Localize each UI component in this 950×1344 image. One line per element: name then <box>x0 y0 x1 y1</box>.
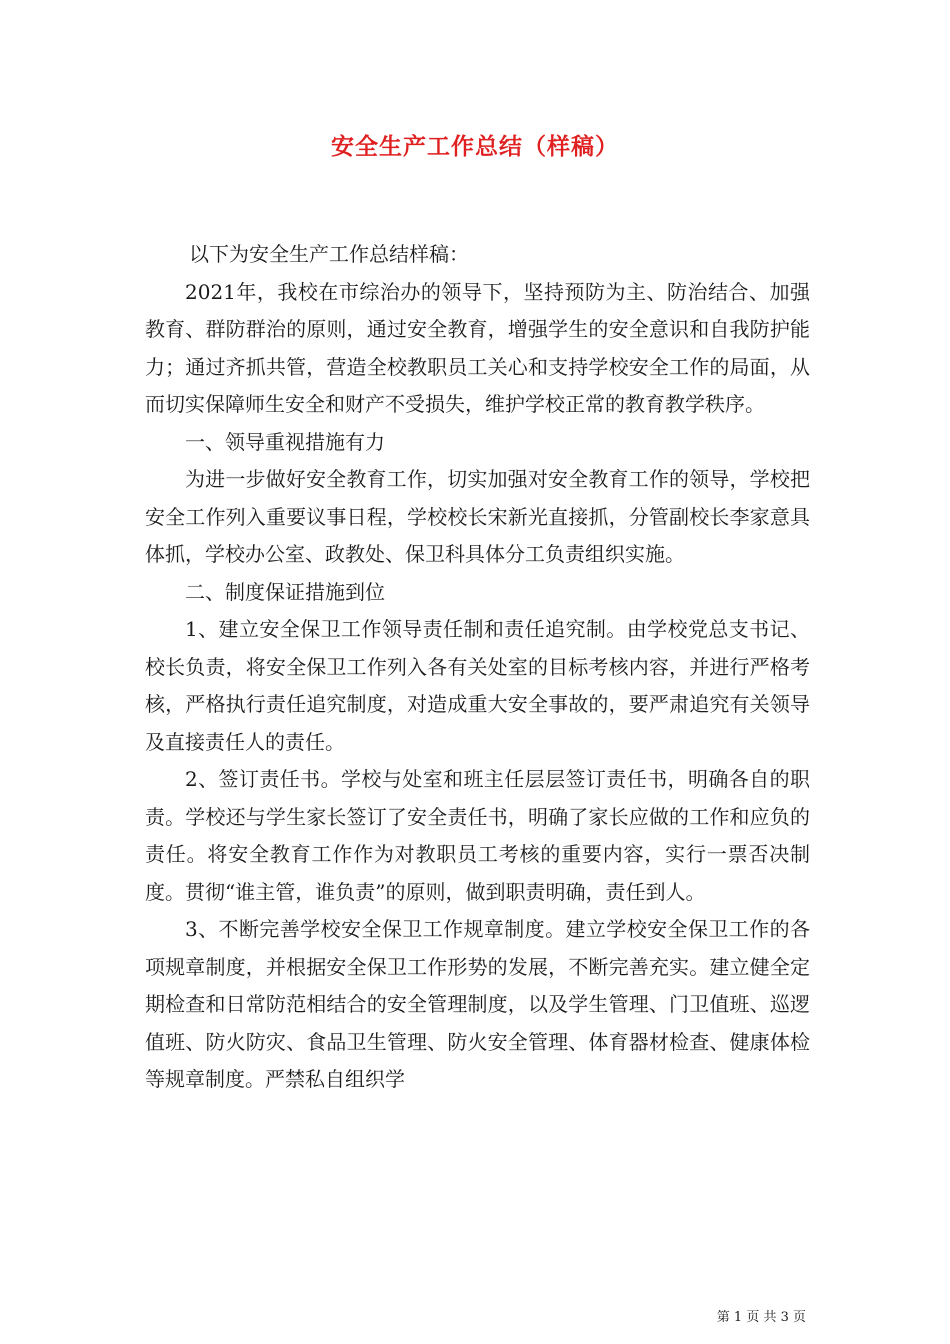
intro-paragraph: 以下为安全生产工作总结样稿： <box>189 242 469 266</box>
paragraph-item-3: 3、不断完善学校安全保卫工作规章制度。建立学校安全保卫工作的各项规章制度，并根据安全保卫工作形势的发展，不断完善充实。建立健全定期检查和日常防范相结合的安全管理制度，以及学生管理、门卫值班、巡逻值班、防火防灾、食品卫生管理、防火安全管理、体育器材检查、健康体检等规章制度。严禁私自组织学 <box>145 917 810 1091</box>
paragraph-item-1: 1、建立安全保卫工作领导责任制和责任追究制。由学校党总支书记、校长负责，将安全保卫工作列入各有关处室的目标考核内容，并进行严格考核，严格执行责任追究制度，对造成重大安全事故的，要严肃追究有关领导及直接责任人的责任。 <box>145 617 810 754</box>
section-heading-2: 二、制度保证措施到位 <box>185 579 385 604</box>
page-title: 安全生产工作总结（样稿） <box>331 133 619 160</box>
paragraph-item-2: 2、签订责任书。学校与处室和班主任层层签订责任书，明确各自的职责。学校还与学生家长签订了安全责任书，明确了家长应做的工作和应负的责任。将安全教育工作作为对教职员工考核的重要内容，实行一票否决制度。贯彻“谁主管，谁负责”的原则，做到职责明确，责任到人。 <box>145 767 810 904</box>
page-number: 第 1 页 共 3 页 <box>716 1310 806 1325</box>
paragraph-leadership: 为进一步做好安全教育工作，切实加强对安全教育工作的领导，学校把安全工作列入重要议事日程，学校校长宋新光直接抓，分管副校长李家意具体抓，学校办公室、政教处、保卫科具体分工负责组织实施。 <box>145 467 810 566</box>
paragraph-overview: 2021年，我校在市综治办的领导下，坚持预防为主、防治结合、加强教育、群防群治的原则，通过安全教育，增强学生的安全意识和自我防护能力；通过齐抓共管，营造全校教职员工关心和支持学校安全工作的局面，从而切实保障师生安全和财产不受损失，维护学校正常的教育教学秩序。 <box>145 279 810 416</box>
document-body <box>145 236 810 1099</box>
section-heading-1: 一、领导重视措施有力 <box>185 429 385 454</box>
